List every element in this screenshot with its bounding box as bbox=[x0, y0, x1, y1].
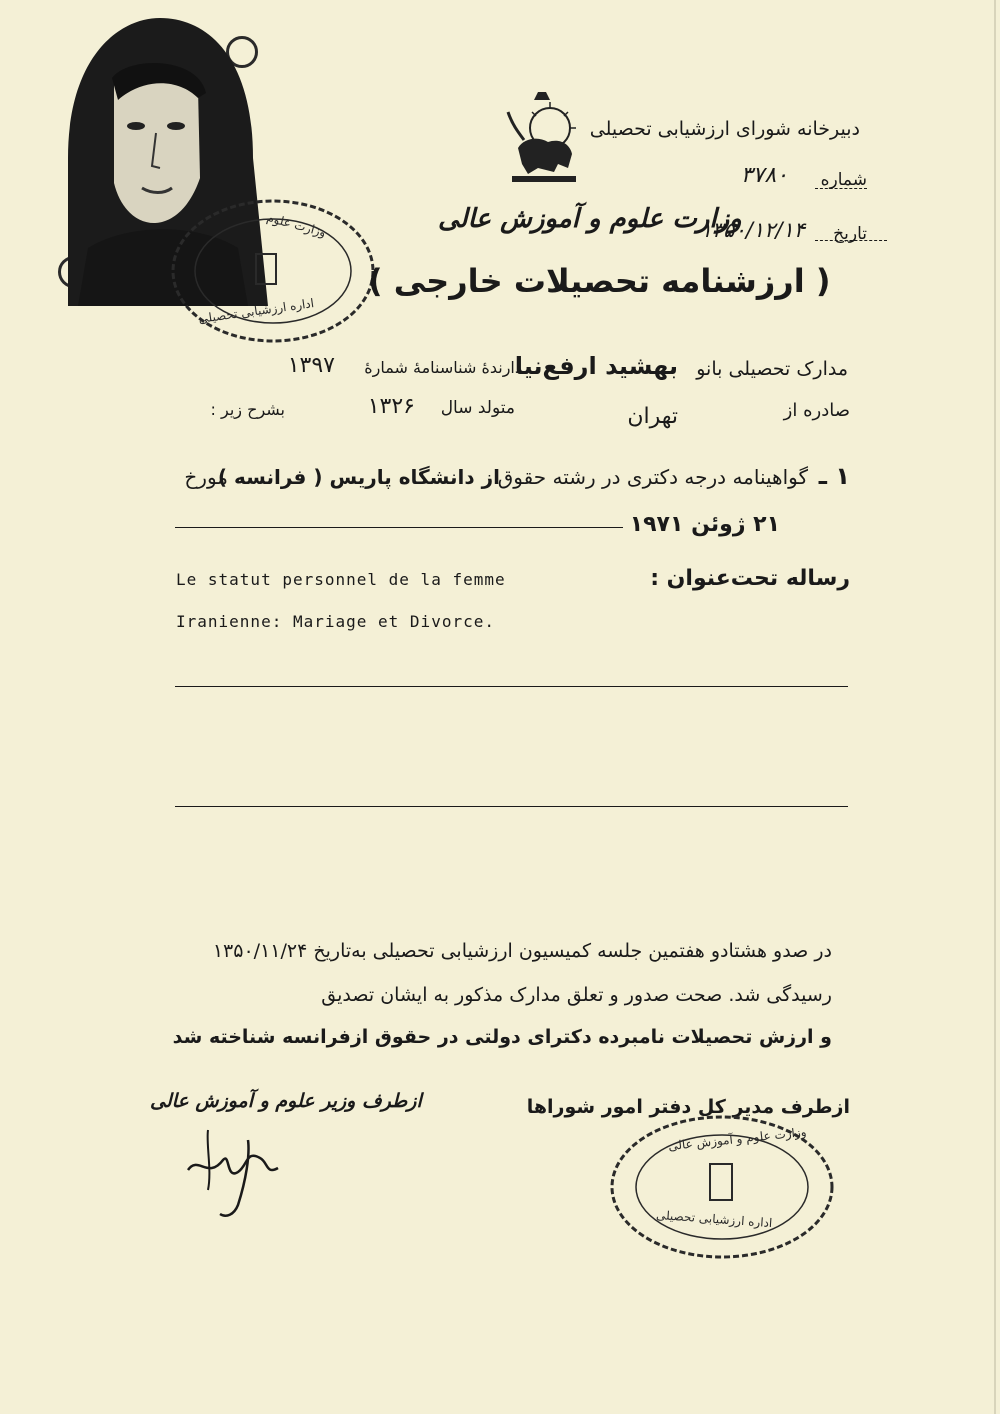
stamp-top-inner-text: اداره ارزشیابی تحصیلی bbox=[197, 295, 315, 327]
degree-number: ۱ ـ bbox=[818, 462, 850, 490]
signature-right-caption: ازطرف مدیر کل دفتر امور شوراها bbox=[526, 1096, 850, 1118]
ministry-seal-stamp-top bbox=[168, 196, 378, 346]
number-underline bbox=[815, 188, 867, 189]
degree-date: ۲۱ ژوئن ۱۹۷۱ bbox=[629, 512, 780, 537]
stamp-bottom-outer-text: وزارت علوم و آموزش عالی bbox=[667, 1124, 808, 1154]
date-value: ۱۳۵۰/۱۲/۱۴ bbox=[700, 218, 805, 242]
as-follows: بشرح زیر : bbox=[210, 400, 285, 419]
thesis-label: رساله تحت‌عنوان : bbox=[650, 566, 850, 591]
date-label: تاریخ bbox=[833, 224, 867, 244]
born-year: ۱۳۲۶ bbox=[367, 394, 415, 419]
id-number: ۱۳۹۷ bbox=[287, 353, 335, 378]
degree-dated-label: مورخ bbox=[184, 465, 228, 489]
holder-label: مدارک تحصیلی بانو bbox=[696, 358, 848, 380]
ministry-name: وزارت علوم و آموزش عالی bbox=[438, 204, 742, 234]
body-line-2: رسیدگی شد. صحت صدور و تعلق مدارک مذکور به ایشان تصدیق bbox=[321, 984, 832, 1006]
page-edge bbox=[994, 0, 996, 1414]
number-label: شماره bbox=[820, 170, 867, 190]
lion-and-sun-emblem bbox=[498, 88, 588, 186]
degree-university: از دانشگاه پاریس ( فرانسه ) bbox=[217, 465, 500, 489]
id-label: دارندهٔ شناسنامهٔ شمارهٔ bbox=[364, 358, 522, 377]
body-line-1: در صدو هشتادو هفتمین جلسه کمیسیون ارزشیابی تحصیلی به‌تاریخ ۱۳۵۰/۱۱/۲۴ bbox=[212, 940, 832, 962]
stamp-top-outer-text: وزارت علوم bbox=[265, 210, 328, 240]
secretariat-title: دبیرخانه شورای ارزشیابی تحصیلی bbox=[589, 118, 860, 140]
signature-left-caption: ازطرف وزیر علوم و آموزش عالی bbox=[150, 1090, 422, 1112]
born-label: متولد سال bbox=[440, 398, 515, 418]
degree-date-rule bbox=[175, 527, 623, 528]
thesis-line-1: Le statut personnel de la femme bbox=[176, 570, 506, 589]
issued-city: تهران bbox=[627, 404, 678, 429]
blank-rule-2 bbox=[175, 806, 848, 807]
issued-label: صادره از bbox=[783, 400, 850, 421]
stamp-bottom-inner-text: اداره ارزشیابی تحصیلی bbox=[655, 1207, 773, 1231]
ministry-seal-stamp-bottom bbox=[606, 1112, 838, 1262]
body-line-3: و ارزش تحصیلات نامبرده دکترای دولتی در حقوق ازفرانسه شناخته شد bbox=[172, 1026, 832, 1048]
blank-rule-1 bbox=[175, 686, 848, 687]
degree-text: گواهینامه درجه دکتری در رشته حقوق bbox=[497, 465, 808, 489]
number-value: ۳۷۸۰ bbox=[740, 163, 788, 188]
handwritten-signature bbox=[168, 1110, 318, 1230]
date-underline bbox=[815, 240, 887, 241]
holder-name: بهشید ارفع‌نیا bbox=[514, 352, 678, 380]
thesis-line-2: Iranienne: Mariage et Divorce. bbox=[176, 612, 495, 631]
document-title: ( ارزشنامه تحصیلات خارجی ) bbox=[368, 262, 831, 300]
